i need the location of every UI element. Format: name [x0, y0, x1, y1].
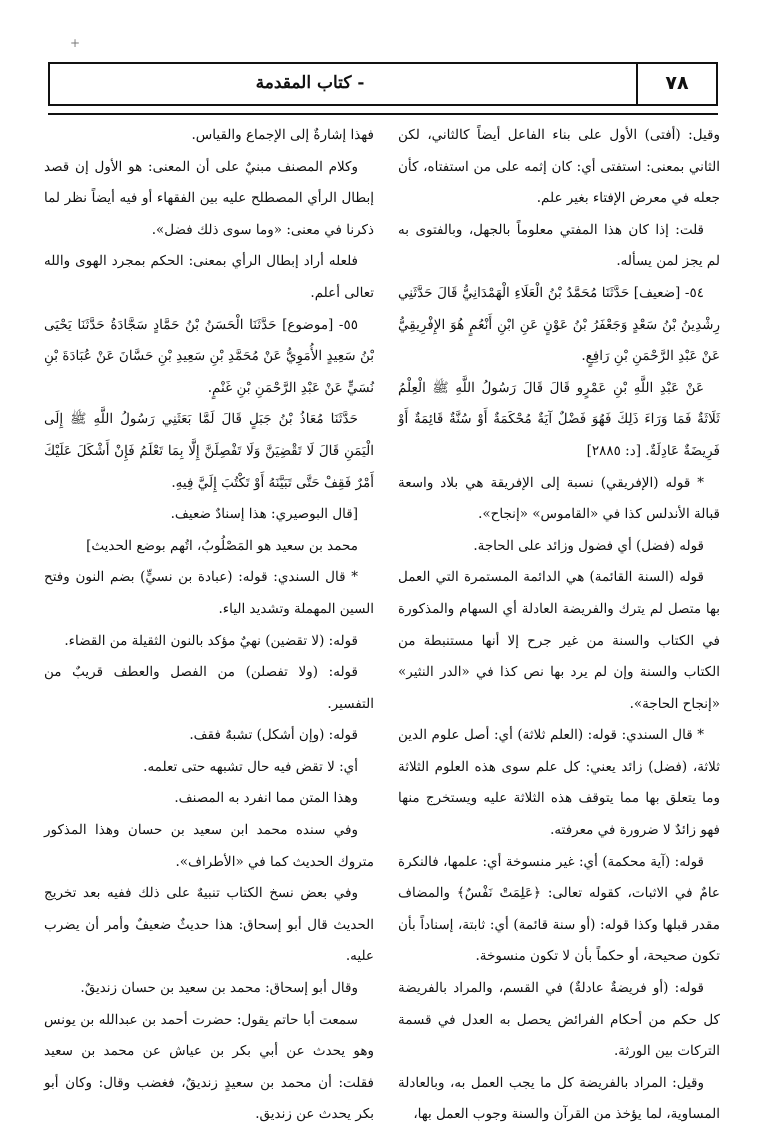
grading-note: محمد بن سعيد هو المَصْلُوبُ، اتُهم بوضع الحديث] — [86, 537, 358, 554]
commentary-paragraph: وفي سنده محمد ابن سعيد بن حسان وهذا المذكور متروك الحديث كما في «الأطراف». — [44, 822, 374, 870]
commentary-paragraph: * قال السندي: قوله: (عبادة بن نسيٍّ) بضم النون وفتح السين المهملة وتشديد الياء. — [44, 569, 374, 617]
hadith-paragraph: ٥٥- [موضوع] حَدَّثَنَا الْحَسَنُ بْنُ حَمَّادٍ سَجَّادَةُ حَدَّثَنَا يَحْيَى بْنُ سَعِيدٍ الأُمَوِيُّ عَنْ مُحَمَّدِ بْنِ سَعِيدِ بْنِ حَسَّانَ عَنْ عُبَادَةَ بْنِ نُسَيٍّ عَنْ عَبْدِ الرَّحْمَنِ بْنِ غَنْمٍ. — [44, 316, 374, 396]
commentary-paragraph: قوله: (ولا تفصلن) من الفصل والعطف قريبٌ من التفسير. — [44, 664, 374, 712]
commentary-paragraph: قوله: (لا تقضين) نهيٌ مؤكد بالنون الثقيلة من القضاء. — [64, 632, 358, 649]
commentary-paragraph: قوله: (آية محكمة) أي: غير منسوخة أي: علمها، فالنكرة عامٌ في الاثبات، كقوله تعالى: ﴿عَلِمَتْ نَفْسٌ﴾ والمضاف مقدر قبلها وكذا قوله: (أو سنة قائمة) أي: ثابتة، إسناداً بأن تكون صحيحة، أو حكماً بأن لا تكون منسوخة. — [398, 853, 720, 965]
hadith-matn: عَنْ عَبْدِ اللَّهِ بْنِ عَمْرٍو قَالَ قَالَ رَسُولُ اللَّهِ ﷺ الْعِلْمُ ثَلَاثَةٌ فَمَا وَرَاءَ ذَلِكَ فَهُوَ فَضْلٌ آيَةٌ مُحْكَمَةٌ أَوْ سُنَّةٌ قَائِمَةٌ أَوْ فَرِيضَةٌ عَادِلَةٌ. [د: ٢٨٨٥] — [398, 379, 720, 459]
page-header — [48, 62, 718, 106]
commentary-paragraph: قوله: (وإن أشكل) تشبهٌ فقف. — [189, 727, 358, 744]
commentary-paragraph: وقال أبو إسحاق: محمد بن سعيد بن حسان زنديقٌ. — [80, 980, 358, 997]
hadith-paragraph: ٥٤- [ضعيف] حَدَّثَنَا مُحَمَّدُ بْنُ الْعَلَاءِ الْهَمْدَانِيُّ قَالَ حَدَّثَنِي رِشْدِينُ بْنُ سَعْدٍ وَجَعْفَرُ بْنُ عَوْنٍ عَنِ ابْنِ أَنْعُمٍ هُوَ الإِفْرِيقِيُّ عَنْ عَبْدِ الرَّحْمَنِ بْنِ رَافِعٍ. — [398, 284, 720, 365]
commentary-paragraph: * قوله (الإفريقي) نسبة إلى الإفريقة هي بلاد واسعة قبالة الأندلس كذا في «القاموس» «إنجاح». — [398, 474, 720, 523]
hadith-matn: حَدَّثَنَا مُعَاذُ بْنُ جَبَلٍ قَالَ لَمَّا بَعَثَنِي رَسُولُ اللَّهِ ﷺ إِلَى الْيَمَنِ قَالَ لَا تَقْضِيَنَّ وَلَا تَفْصِلَنَّ إِلَّا بِمَا تَعْلَمُ فَإِنْ أَشْكَلَ عَلَيْكَ أَمْرٌ فَقِفْ حَتَّى تَبَيَّنَهُ أَوْ تَكْتُبَ إِلَيَّ فِيهِ. — [44, 411, 374, 491]
commentary-paragraph: وهذا المتن مما انفرد به المصنف. — [174, 790, 358, 807]
corner-mark: + — [70, 36, 81, 50]
commentary-paragraph: * قال السندي: قوله: (العلم ثلاثة) أي: أصل علوم الدين ثلاثة، (فضل) زائد يعني: كل علم سوى هذه العلوم الثلاثة وما يتعلق بها مما يتوقف هذه الثلاثة عليه ويستخرج منها فهو زائدٌ لا ضرورة في معرفته. — [398, 727, 720, 839]
header-rule — [48, 113, 718, 115]
paragraph: وكلام المصنف مبنيٌ على أن المعنى: هو الأول إن قصد إبطال الرأي المصطلح عليه بين الفقهاء أو فيه أيضاً نظر لما ذكرنا في معنى: «وما سوى ذلك فضل». — [44, 158, 374, 238]
chapter-title: - كتاب المقدمة — [255, 73, 365, 93]
grading-note: [قال البوصيري: هذا إسنادٌ ضعيف. — [170, 506, 358, 523]
commentary-paragraph: وقيل: المراد بالفريضة كل ما يجب العمل به، وبالعادلة المساوية، لما يؤخذ من القرآن والسنة وجوب العمل بها، — [398, 1074, 720, 1123]
paragraph: قلت: إذا كان هذا المفتي معلوماً بالجهل، وبالفتوى به لم يجز لمن يسأله. — [398, 221, 720, 270]
page-number: ٧٨ — [665, 72, 689, 94]
paragraph: وقيل: (أفتى) الأول على بناء الفاعل أيضاً كالثاني، لكن الثاني بمعنى: استفتى أي: كان إثمه على من استفتاه، كأن جعله في معرض الإفتاء بغير علم. — [398, 127, 720, 207]
commentary-paragraph: قوله (السنة القائمة) هي الدائمة المستمرة التي العمل بها متصل لم يترك والفريضة العادلة أي السهام والمذكورة في الكتاب والسنة من غير جرح إلا أنها مستنبطة من الكتاب والسنة وإن لم يرد بها نص كذا في «الدر النثير» «إنجاح الحاجة». — [398, 569, 720, 712]
commentary-paragraph: أي: لا تقض فيه حال تشبهه حتى تعلمه. — [143, 758, 358, 775]
commentary-paragraph: قوله (فضل) أي فضول وزائد على الحاجة. — [473, 537, 704, 554]
commentary-paragraph: وفي بعض نسخ الكتاب تنبيهٌ على ذلك ففيه بعد تخريج الحديث قال أبو إسحاق: هذا حديثٌ ضعيفٌ وأمر أن يضرب عليه. — [44, 885, 374, 965]
commentary-paragraph: سمعت أبا حاتم يقول: حضرت أحمد بن عبدالله بن يونس وهو يحدث عن أبي بكر بن عياش عن محمد بن سعيد فقلت: أن محمد بن سعيدٍ زنديقٌ، فغضب وقال: وكان أبو بكر يحدث عن زنديق. — [44, 1011, 374, 1123]
paragraph: فلعله أراد إبطال الرأي بمعنى: الحكم بمجرد الهوى والله تعالى أعلم. — [44, 253, 374, 301]
commentary-paragraph: قوله: (أو فريضةٌ عادلةٌ) في القسم، والمراد بالفريضة كل حكم من أحكام الفرائض يحصل به العدل في قسمة التركات بين الورثة. — [398, 980, 720, 1060]
left-column — [44, 120, 374, 1131]
paragraph: فهذا إشارةٌ إلى الإجماع والقياس. — [191, 127, 374, 143]
right-column — [398, 120, 720, 1131]
